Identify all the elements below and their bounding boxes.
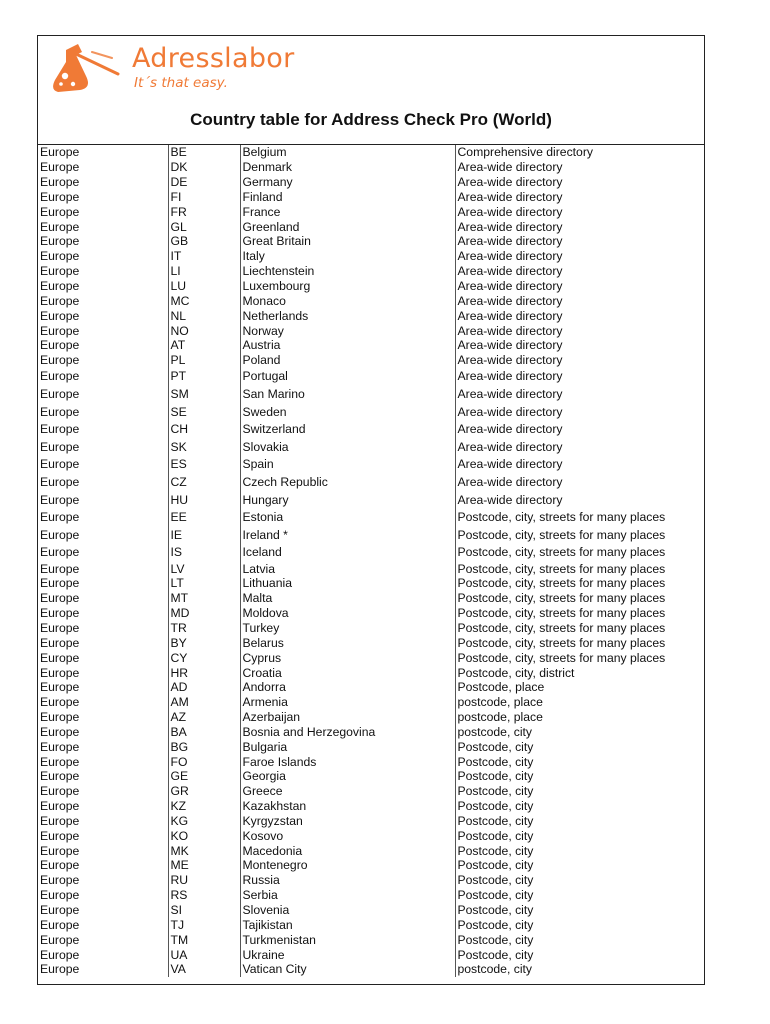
region-cell: Europe xyxy=(38,561,168,576)
country-name-cell: Kazakhstan xyxy=(240,799,455,814)
country-code-cell: BG xyxy=(168,739,240,754)
coverage-cell: postcode, city xyxy=(457,962,533,977)
table-row xyxy=(38,160,704,175)
table-row xyxy=(38,665,704,680)
country-name-cell: Montenegro xyxy=(240,858,455,873)
country-code-cell: LU xyxy=(168,279,240,294)
region-cell: Europe xyxy=(38,279,168,294)
country-code-cell: UA xyxy=(168,947,240,962)
table-row xyxy=(38,473,704,491)
coverage-cell: Postcode, city, streets for many places xyxy=(457,635,666,650)
brand-name: Adresslabor xyxy=(132,43,295,74)
region-cell: Europe xyxy=(38,710,168,725)
table-row xyxy=(38,903,704,918)
coverage-cell: Postcode, city xyxy=(457,769,534,784)
country-code-cell: AD xyxy=(168,680,240,695)
country-code-cell: IT xyxy=(168,249,240,264)
country-name-cell: Bosnia and Herzegovina xyxy=(240,724,455,739)
country-code-cell: IS xyxy=(168,544,240,562)
table-row xyxy=(38,724,704,739)
country-code-cell: PT xyxy=(168,368,240,386)
table-row xyxy=(38,353,704,368)
table-row xyxy=(38,784,704,799)
country-code-cell: RU xyxy=(168,873,240,888)
country-name-cell: Lithuania xyxy=(240,576,455,591)
region-cell: Europe xyxy=(38,323,168,338)
region-cell: Europe xyxy=(38,204,168,219)
country-name-cell: Tajikistan xyxy=(240,917,455,932)
region-cell: Europe xyxy=(38,843,168,858)
coverage-cell: Postcode, city xyxy=(457,947,534,962)
coverage-cell: Area-wide directory xyxy=(457,387,563,402)
table-row xyxy=(38,576,704,591)
region-cell: Europe xyxy=(38,160,168,175)
coverage-cell: postcode, city xyxy=(457,724,533,739)
coverage-cell: Area-wide directory xyxy=(457,160,563,175)
coverage-cell: Area-wide directory xyxy=(457,175,563,190)
brand-tagline: It´s that easy. xyxy=(134,75,228,91)
coverage-cell: Area-wide directory xyxy=(457,404,563,419)
country-name-cell: Armenia xyxy=(240,695,455,710)
coverage-cell: Comprehensive directory xyxy=(457,145,593,160)
country-name-cell: Spain xyxy=(240,456,455,474)
country-code-cell: AM xyxy=(168,695,240,710)
document-page xyxy=(37,35,705,985)
country-name-cell: Greece xyxy=(240,784,455,799)
table-row xyxy=(38,947,704,962)
region-cell: Europe xyxy=(38,962,168,977)
country-code-cell: KZ xyxy=(168,799,240,814)
region-cell: Europe xyxy=(38,784,168,799)
region-cell: Europe xyxy=(38,544,168,562)
table-row xyxy=(38,606,704,621)
country-code-cell: FO xyxy=(168,754,240,769)
coverage-cell: Area-wide directory xyxy=(457,308,563,323)
region-cell: Europe xyxy=(38,403,168,421)
country-code-cell: VA xyxy=(168,962,240,977)
country-name-cell: Serbia xyxy=(240,888,455,903)
region-cell: Europe xyxy=(38,739,168,754)
region-cell: Europe xyxy=(38,576,168,591)
country-table xyxy=(38,145,704,977)
table-row xyxy=(38,695,704,710)
region-cell: Europe xyxy=(38,769,168,784)
table-row xyxy=(38,204,704,219)
country-name-cell: Great Britain xyxy=(240,234,455,249)
country-name-cell: Cyprus xyxy=(240,650,455,665)
region-cell: Europe xyxy=(38,508,168,526)
region-cell: Europe xyxy=(38,293,168,308)
region-cell: Europe xyxy=(38,353,168,368)
region-cell: Europe xyxy=(38,190,168,205)
country-name-cell: Germany xyxy=(240,175,455,190)
table-row xyxy=(38,438,704,456)
coverage-cell: Postcode, city xyxy=(457,739,534,754)
table-row xyxy=(38,917,704,932)
country-code-cell: HR xyxy=(168,665,240,680)
coverage-cell: Postcode, city, streets for many places xyxy=(457,561,666,576)
coverage-cell: Postcode, city, streets for many places xyxy=(457,545,666,560)
country-name-cell: San Marino xyxy=(240,385,455,403)
region-cell: Europe xyxy=(38,606,168,621)
country-code-cell: BE xyxy=(168,145,240,160)
country-code-cell: LT xyxy=(168,576,240,591)
table-row xyxy=(38,873,704,888)
region-cell: Europe xyxy=(38,473,168,491)
country-name-cell: Croatia xyxy=(240,665,455,680)
region-cell: Europe xyxy=(38,724,168,739)
country-code-cell: MD xyxy=(168,606,240,621)
coverage-cell: Area-wide directory xyxy=(457,234,563,249)
country-name-cell: Denmark xyxy=(240,160,455,175)
country-code-cell: RS xyxy=(168,888,240,903)
country-code-cell: BY xyxy=(168,635,240,650)
table-row xyxy=(38,680,704,695)
table-row xyxy=(38,323,704,338)
table-row xyxy=(38,249,704,264)
coverage-cell: Postcode, city xyxy=(457,813,534,828)
table-row xyxy=(38,264,704,279)
country-code-cell: ME xyxy=(168,858,240,873)
coverage-cell: Postcode, city xyxy=(457,858,534,873)
coverage-cell: Postcode, city, streets for many places xyxy=(457,591,666,606)
coverage-cell: Postcode, city xyxy=(457,828,534,843)
country-name-cell: Hungary xyxy=(240,491,455,509)
country-code-cell: CY xyxy=(168,650,240,665)
coverage-cell: Area-wide directory xyxy=(457,204,563,219)
table-row xyxy=(38,843,704,858)
table-row xyxy=(38,491,704,509)
country-name-cell: Faroe Islands xyxy=(240,754,455,769)
country-name-cell: Kyrgyzstan xyxy=(240,814,455,829)
region-cell: Europe xyxy=(38,873,168,888)
region-cell: Europe xyxy=(38,680,168,695)
country-code-cell: SI xyxy=(168,903,240,918)
country-name-cell: Georgia xyxy=(240,769,455,784)
table-row xyxy=(38,710,704,725)
country-code-cell: MK xyxy=(168,843,240,858)
country-name-cell: Monaco xyxy=(240,293,455,308)
country-name-cell: Macedonia xyxy=(240,843,455,858)
region-cell: Europe xyxy=(38,456,168,474)
table-row xyxy=(38,962,704,977)
coverage-cell: Area-wide directory xyxy=(457,323,563,338)
coverage-cell: Postcode, city xyxy=(457,843,534,858)
table-row xyxy=(38,175,704,190)
coverage-cell: Postcode, city, streets for many places xyxy=(457,576,666,591)
coverage-cell: Area-wide directory xyxy=(457,279,563,294)
region-cell: Europe xyxy=(38,420,168,438)
country-code-cell: ES xyxy=(168,456,240,474)
region-cell: Europe xyxy=(38,799,168,814)
country-name-cell: Norway xyxy=(240,323,455,338)
region-cell: Europe xyxy=(38,888,168,903)
table-row xyxy=(38,456,704,474)
country-name-cell: Czech Republic xyxy=(240,473,455,491)
table-row xyxy=(38,621,704,636)
country-name-cell: Slovakia xyxy=(240,438,455,456)
coverage-cell: Area-wide directory xyxy=(457,293,563,308)
country-name-cell: Vatican City xyxy=(240,962,455,977)
country-code-cell: MC xyxy=(168,293,240,308)
country-name-cell: Italy xyxy=(240,249,455,264)
coverage-cell: Area-wide directory xyxy=(457,338,563,353)
table-row xyxy=(38,635,704,650)
country-name-cell: Luxembourg xyxy=(240,279,455,294)
table-row xyxy=(38,858,704,873)
region-cell: Europe xyxy=(38,338,168,353)
table-row xyxy=(38,561,704,576)
coverage-cell: Postcode, city, streets for many places xyxy=(457,620,666,635)
country-code-cell: NL xyxy=(168,308,240,323)
coverage-cell: Area-wide directory xyxy=(457,457,563,472)
country-name-cell: Turkmenistan xyxy=(240,932,455,947)
table-row xyxy=(38,293,704,308)
table-row xyxy=(38,814,704,829)
coverage-cell: Area-wide directory xyxy=(457,369,563,384)
table-row xyxy=(38,739,704,754)
coverage-cell: Postcode, city, streets for many places xyxy=(457,510,666,525)
table-row xyxy=(38,403,704,421)
country-name-cell: Estonia xyxy=(240,508,455,526)
table-row xyxy=(38,508,704,526)
region-cell: Europe xyxy=(38,234,168,249)
coverage-cell: Area-wide directory xyxy=(457,219,563,234)
coverage-cell: Area-wide directory xyxy=(457,492,563,507)
country-name-cell: Russia xyxy=(240,873,455,888)
country-name-cell: Kosovo xyxy=(240,828,455,843)
country-code-cell: BA xyxy=(168,724,240,739)
country-code-cell: KG xyxy=(168,814,240,829)
brand-logo xyxy=(52,40,342,96)
coverage-cell: Postcode, city xyxy=(457,888,534,903)
table-row xyxy=(38,526,704,544)
table-row xyxy=(38,145,704,160)
table-row xyxy=(38,420,704,438)
region-cell: Europe xyxy=(38,438,168,456)
country-code-cell: EE xyxy=(168,508,240,526)
table-row xyxy=(38,190,704,205)
country-code-cell: GR xyxy=(168,784,240,799)
region-cell: Europe xyxy=(38,828,168,843)
coverage-cell: Postcode, city xyxy=(457,932,534,947)
country-name-cell: Netherlands xyxy=(240,308,455,323)
region-cell: Europe xyxy=(38,814,168,829)
country-code-cell: CZ xyxy=(168,473,240,491)
coverage-cell: Area-wide directory xyxy=(457,353,563,368)
country-name-cell: Ireland * xyxy=(240,526,455,544)
region-cell: Europe xyxy=(38,621,168,636)
country-name-cell: Azerbaijan xyxy=(240,710,455,725)
coverage-cell: Postcode, city xyxy=(457,799,534,814)
country-code-cell: GL xyxy=(168,219,240,234)
coverage-cell: Postcode, place xyxy=(457,680,545,695)
table-row xyxy=(38,769,704,784)
country-name-cell: Latvia xyxy=(240,561,455,576)
region-cell: Europe xyxy=(38,491,168,509)
region-cell: Europe xyxy=(38,754,168,769)
table-row xyxy=(38,591,704,606)
region-cell: Europe xyxy=(38,932,168,947)
region-cell: Europe xyxy=(38,175,168,190)
country-code-cell: TM xyxy=(168,932,240,947)
table-row xyxy=(38,544,704,562)
table-row xyxy=(38,234,704,249)
country-code-cell: AZ xyxy=(168,710,240,725)
region-cell: Europe xyxy=(38,264,168,279)
country-name-cell: Bulgaria xyxy=(240,739,455,754)
region-cell: Europe xyxy=(38,219,168,234)
table-row xyxy=(38,279,704,294)
coverage-cell: Postcode, city xyxy=(457,873,534,888)
country-code-cell: SK xyxy=(168,438,240,456)
table-row xyxy=(38,650,704,665)
coverage-cell: postcode, place xyxy=(457,695,543,710)
country-code-cell: KO xyxy=(168,828,240,843)
flask-icon xyxy=(52,40,122,96)
table-row xyxy=(38,219,704,234)
country-code-cell: SM xyxy=(168,385,240,403)
region-cell: Europe xyxy=(38,385,168,403)
region-cell: Europe xyxy=(38,249,168,264)
country-name-cell: Liechtenstein xyxy=(240,264,455,279)
coverage-cell: Postcode, city xyxy=(457,917,534,932)
country-code-cell: NO xyxy=(168,323,240,338)
region-cell: Europe xyxy=(38,903,168,918)
table-row xyxy=(38,754,704,769)
country-name-cell: Switzerland xyxy=(240,420,455,438)
country-code-cell: DE xyxy=(168,175,240,190)
region-cell: Europe xyxy=(38,635,168,650)
region-cell: Europe xyxy=(38,665,168,680)
country-code-cell: PL xyxy=(168,353,240,368)
region-cell: Europe xyxy=(38,368,168,386)
page-title: Country table for Address Check Pro (World) xyxy=(190,110,552,129)
country-name-cell: Austria xyxy=(240,338,455,353)
coverage-cell: Area-wide directory xyxy=(457,249,563,264)
region-cell: Europe xyxy=(38,695,168,710)
country-name-cell: France xyxy=(240,204,455,219)
table-row xyxy=(38,932,704,947)
country-code-cell: TJ xyxy=(168,917,240,932)
region-cell: Europe xyxy=(38,591,168,606)
coverage-cell: Area-wide directory xyxy=(457,475,563,490)
coverage-cell: postcode, place xyxy=(457,710,543,725)
country-code-cell: FR xyxy=(168,204,240,219)
coverage-cell: Postcode, city, streets for many places xyxy=(457,650,666,665)
region-cell: Europe xyxy=(38,650,168,665)
country-name-cell: Andorra xyxy=(240,680,455,695)
country-name-cell: Moldova xyxy=(240,606,455,621)
country-code-cell: DK xyxy=(168,160,240,175)
country-name-cell: Slovenia xyxy=(240,903,455,918)
country-code-cell: CH xyxy=(168,420,240,438)
country-name-cell: Belgium xyxy=(240,145,455,160)
table-row xyxy=(38,888,704,903)
coverage-cell: Area-wide directory xyxy=(457,264,563,279)
coverage-cell: Postcode, city xyxy=(457,903,534,918)
country-code-cell: LV xyxy=(168,561,240,576)
coverage-cell: Area-wide directory xyxy=(457,189,563,204)
coverage-cell: Postcode, city, district xyxy=(457,665,575,680)
country-code-cell: TR xyxy=(168,621,240,636)
country-name-cell: Malta xyxy=(240,591,455,606)
table-row xyxy=(38,828,704,843)
coverage-cell: Area-wide directory xyxy=(457,422,563,437)
country-name-cell: Turkey xyxy=(240,621,455,636)
country-name-cell: Poland xyxy=(240,353,455,368)
country-code-cell: AT xyxy=(168,338,240,353)
table-row xyxy=(38,338,704,353)
region-cell: Europe xyxy=(38,917,168,932)
country-name-cell: Iceland xyxy=(240,544,455,562)
country-code-cell: MT xyxy=(168,591,240,606)
country-name-cell: Finland xyxy=(240,190,455,205)
country-code-cell: HU xyxy=(168,491,240,509)
country-code-cell: GB xyxy=(168,234,240,249)
region-cell: Europe xyxy=(38,308,168,323)
country-code-cell: FI xyxy=(168,190,240,205)
country-name-cell: Ukraine xyxy=(240,947,455,962)
coverage-cell: Postcode, city xyxy=(457,754,534,769)
region-cell: Europe xyxy=(38,145,168,160)
country-name-cell: Sweden xyxy=(240,403,455,421)
region-cell: Europe xyxy=(38,947,168,962)
country-name-cell: Portugal xyxy=(240,368,455,386)
table-row xyxy=(38,308,704,323)
coverage-cell: Postcode, city, streets for many places xyxy=(457,606,666,621)
region-cell: Europe xyxy=(38,858,168,873)
country-code-cell: IE xyxy=(168,526,240,544)
country-code-cell: LI xyxy=(168,264,240,279)
country-name-cell: Greenland xyxy=(240,219,455,234)
coverage-cell: Postcode, city xyxy=(457,784,534,799)
country-name-cell: Belarus xyxy=(240,635,455,650)
country-code-cell: SE xyxy=(168,403,240,421)
coverage-cell: Area-wide directory xyxy=(457,439,563,454)
region-cell: Europe xyxy=(38,526,168,544)
table-row xyxy=(38,368,704,386)
country-code-cell: GE xyxy=(168,769,240,784)
table-row xyxy=(38,799,704,814)
table-row xyxy=(38,385,704,403)
coverage-cell: Postcode, city, streets for many places xyxy=(457,527,666,542)
